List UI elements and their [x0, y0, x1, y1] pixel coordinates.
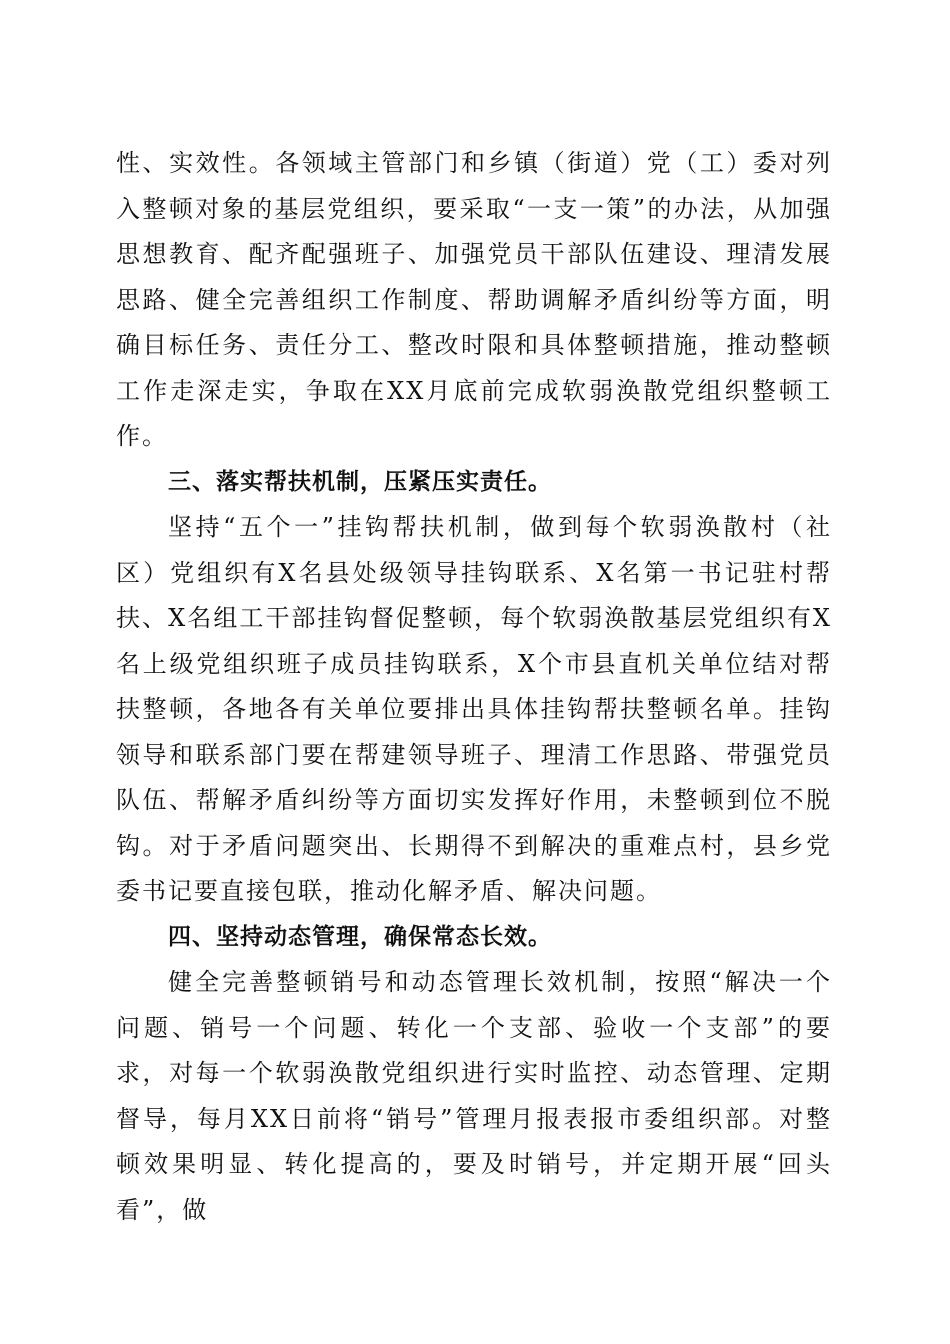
document-body — [116, 141, 832, 1233]
paragraph-dynamic-management: 健全完善整顿销号和动态管理长效机制，按照“解决一个问题、销号一个问题、转化一个支部、验收一个支部”的要求，对每一个软弱涣散党组织进行实时监控、动态管理、定期督导，每月XX日前将“销号”管理月报表报市委组织部。对整顿效果明显、转化提高的，要及时销号，并定期开展“回头看”，做 — [116, 968, 832, 1224]
paragraph-continuation: 性、实效性。各领域主管部门和乡镇（街道）党（工）委对列入整顿对象的基层党组织，要采取“一支一策”的办法，从加强思想教育、配齐配强班子、加强党员干部队伍建设、理清发展思路、健全完善组织工作制度、帮助调解矛盾纠纷等方面，明确目标任务、责任分工、整改时限和具体整顿措施，推动整顿工作走深走实，争取在XX月底前完成软弱涣散党组织整顿工作。 — [116, 149, 832, 450]
section-heading-3: 三、落实帮扶机制，压紧压实责任。 — [168, 468, 552, 495]
section-heading-4: 四、坚持动态管理，确保常态长效。 — [168, 923, 552, 950]
paragraph-assistance-mechanism: 坚持“五个一”挂钩帮扶机制，做到每个软弱涣散村（社区）党组织有X名县处级领导挂钩联系、X名第一书记驻村帮扶、X名组工干部挂钩督促整顿，每个软弱涣散基层党组织有X名上级党组织班子成员挂钩联系，X个市县直机关单位结对帮扶整顿，各地各有关单位要排出具体挂钩帮扶整顿名单。挂钩领导和联系部门要在帮建领导班子、理清工作思路、带强党员队伍、帮解矛盾纠纷等方面切实发挥好作用，未整顿到位不脱钩。对于矛盾问题突出、长期得不到解决的重难点村，县乡党委书记要直接包联，推动化解矛盾、解决问题。 — [116, 513, 832, 905]
